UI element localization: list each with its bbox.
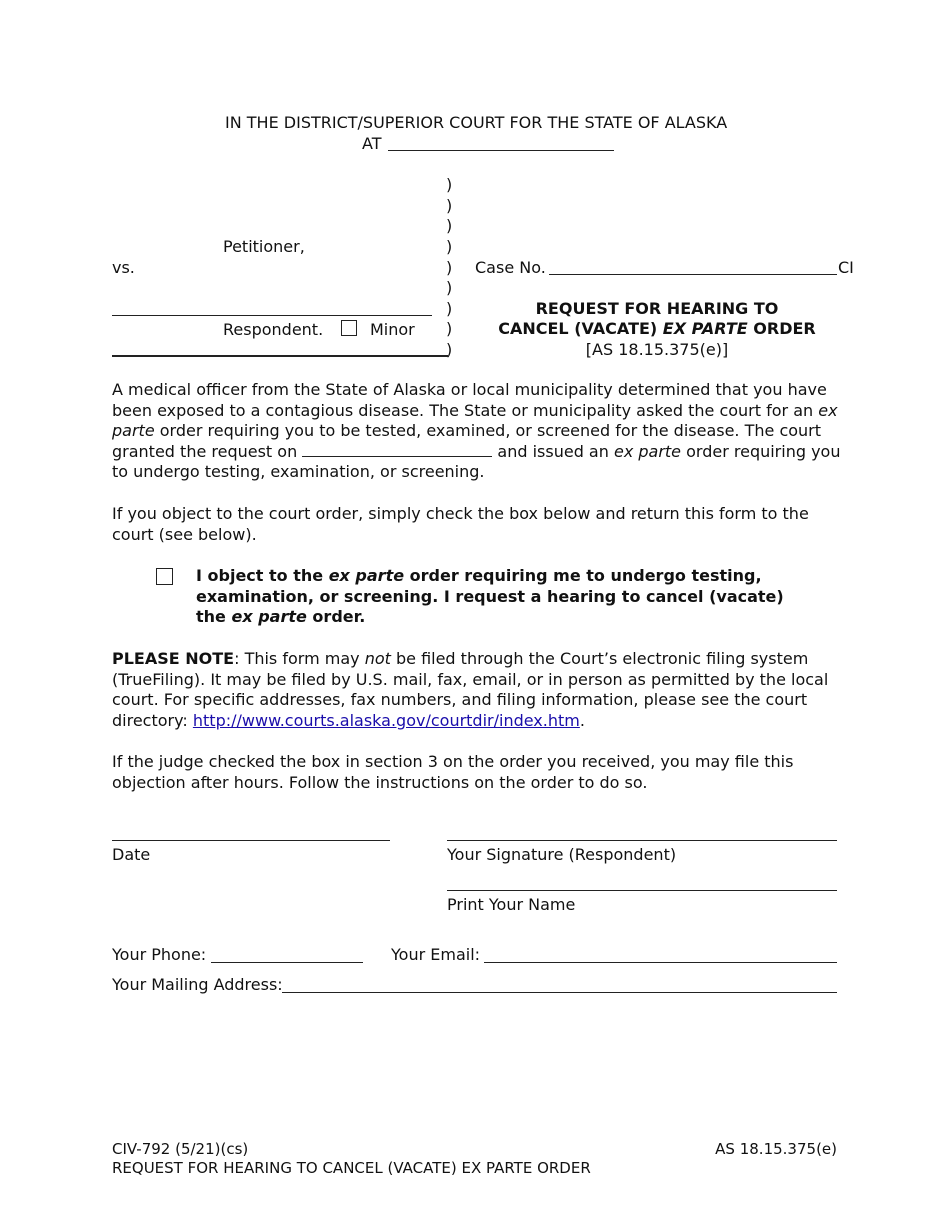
objection-checkbox[interactable] [156, 568, 173, 585]
caption-paren: ) [446, 299, 453, 318]
document-title-line2: CANCEL (VACATE) EX PARTE ORDER [498, 319, 816, 338]
caption-paren: ) [446, 258, 453, 277]
court-header: IN THE DISTRICT/SUPERIOR COURT FOR THE STATE OF ALASKA [225, 113, 728, 132]
case-no-label: Case No. [475, 258, 546, 277]
mailing-address-field[interactable] [282, 992, 837, 993]
caption-paren: ) [446, 175, 453, 194]
after-hours-paragraph: If the judge checked the box in section 3 on the order you received, you may file this objection after hours. Follow the instructions on the order to do so. [112, 752, 794, 792]
document-statute: [AS 18.15.375(e)] [585, 340, 729, 359]
form-title-footer: REQUEST FOR HEARING TO CANCEL (VACATE) EX PARTE ORDER [112, 1159, 591, 1177]
object-instructions: If you object to the court order, simply check the box below and return this form to the court (see below). [112, 504, 809, 544]
petitioner-label: Petitioner, [223, 237, 305, 256]
caption-paren: ) [446, 196, 453, 215]
case-number-field[interactable] [549, 274, 837, 275]
caption-paren: ) [446, 319, 453, 338]
date-field[interactable] [112, 840, 390, 841]
caption-paren: ) [446, 340, 453, 359]
mailing-address-label: Your Mailing Address: [112, 975, 283, 994]
caption-paren: ) [446, 216, 453, 235]
minor-label: Minor [370, 320, 415, 339]
print-name-label: Print Your Name [447, 895, 576, 914]
case-type-suffix: CI [838, 258, 854, 277]
form-id: CIV-792 (5/21)(cs) [112, 1140, 249, 1158]
intro-paragraph: A medical officer from the State of Alaska or local municipality determined that you have been exposed to a contagious disease. The State or municipality asked the court for an ex parte order requiring you to be tested, examined, or screened for the disease. The court granted the request on and issued an ex parte order requiring you to undergo testing, examination, or screening. [112, 380, 841, 482]
respondent-name-field[interactable] [112, 315, 432, 316]
please-note-paragraph: PLEASE NOTE: This form may not be filed through the Court’s electronic filing system (TrueFiling). It may be filed by U.S. mail, fax, email, or in person as permitted by the local court. For specific addresses, fax numbers, and filing information, please see the court directory: http://www.courts.alaska.gov/courtdir/index.htm. [112, 649, 829, 730]
email-field[interactable] [484, 962, 837, 963]
caption-bottom-rule [112, 355, 448, 357]
print-name-field[interactable] [447, 890, 837, 891]
court-location-field[interactable] [388, 150, 614, 151]
minor-checkbox[interactable] [341, 320, 357, 336]
date-label: Date [112, 845, 151, 864]
caption-paren: ) [446, 237, 453, 256]
respondent-label: Respondent. [223, 320, 324, 339]
signature-field[interactable] [447, 840, 837, 841]
footer-statute: AS 18.15.375(e) [715, 1140, 837, 1158]
email-label: Your Email: [391, 945, 481, 964]
vs-label: vs. [112, 258, 135, 277]
caption-paren: ) [446, 278, 453, 297]
order-date-field[interactable] [302, 444, 492, 457]
signature-label: Your Signature (Respondent) [447, 845, 677, 864]
document-title-line1: REQUEST FOR HEARING TO [535, 299, 779, 318]
court-location-label: AT [362, 134, 382, 153]
phone-label: Your Phone: [112, 945, 207, 964]
phone-field[interactable] [211, 962, 363, 963]
objection-statement: I object to the ex parte order requiring me to undergo testing, examination, or screening. I request a hearing to cancel (vacate) the ex parte order. [196, 566, 784, 627]
court-directory-link[interactable]: http://www.courts.alaska.gov/courtdir/index.htm [192, 710, 580, 730]
